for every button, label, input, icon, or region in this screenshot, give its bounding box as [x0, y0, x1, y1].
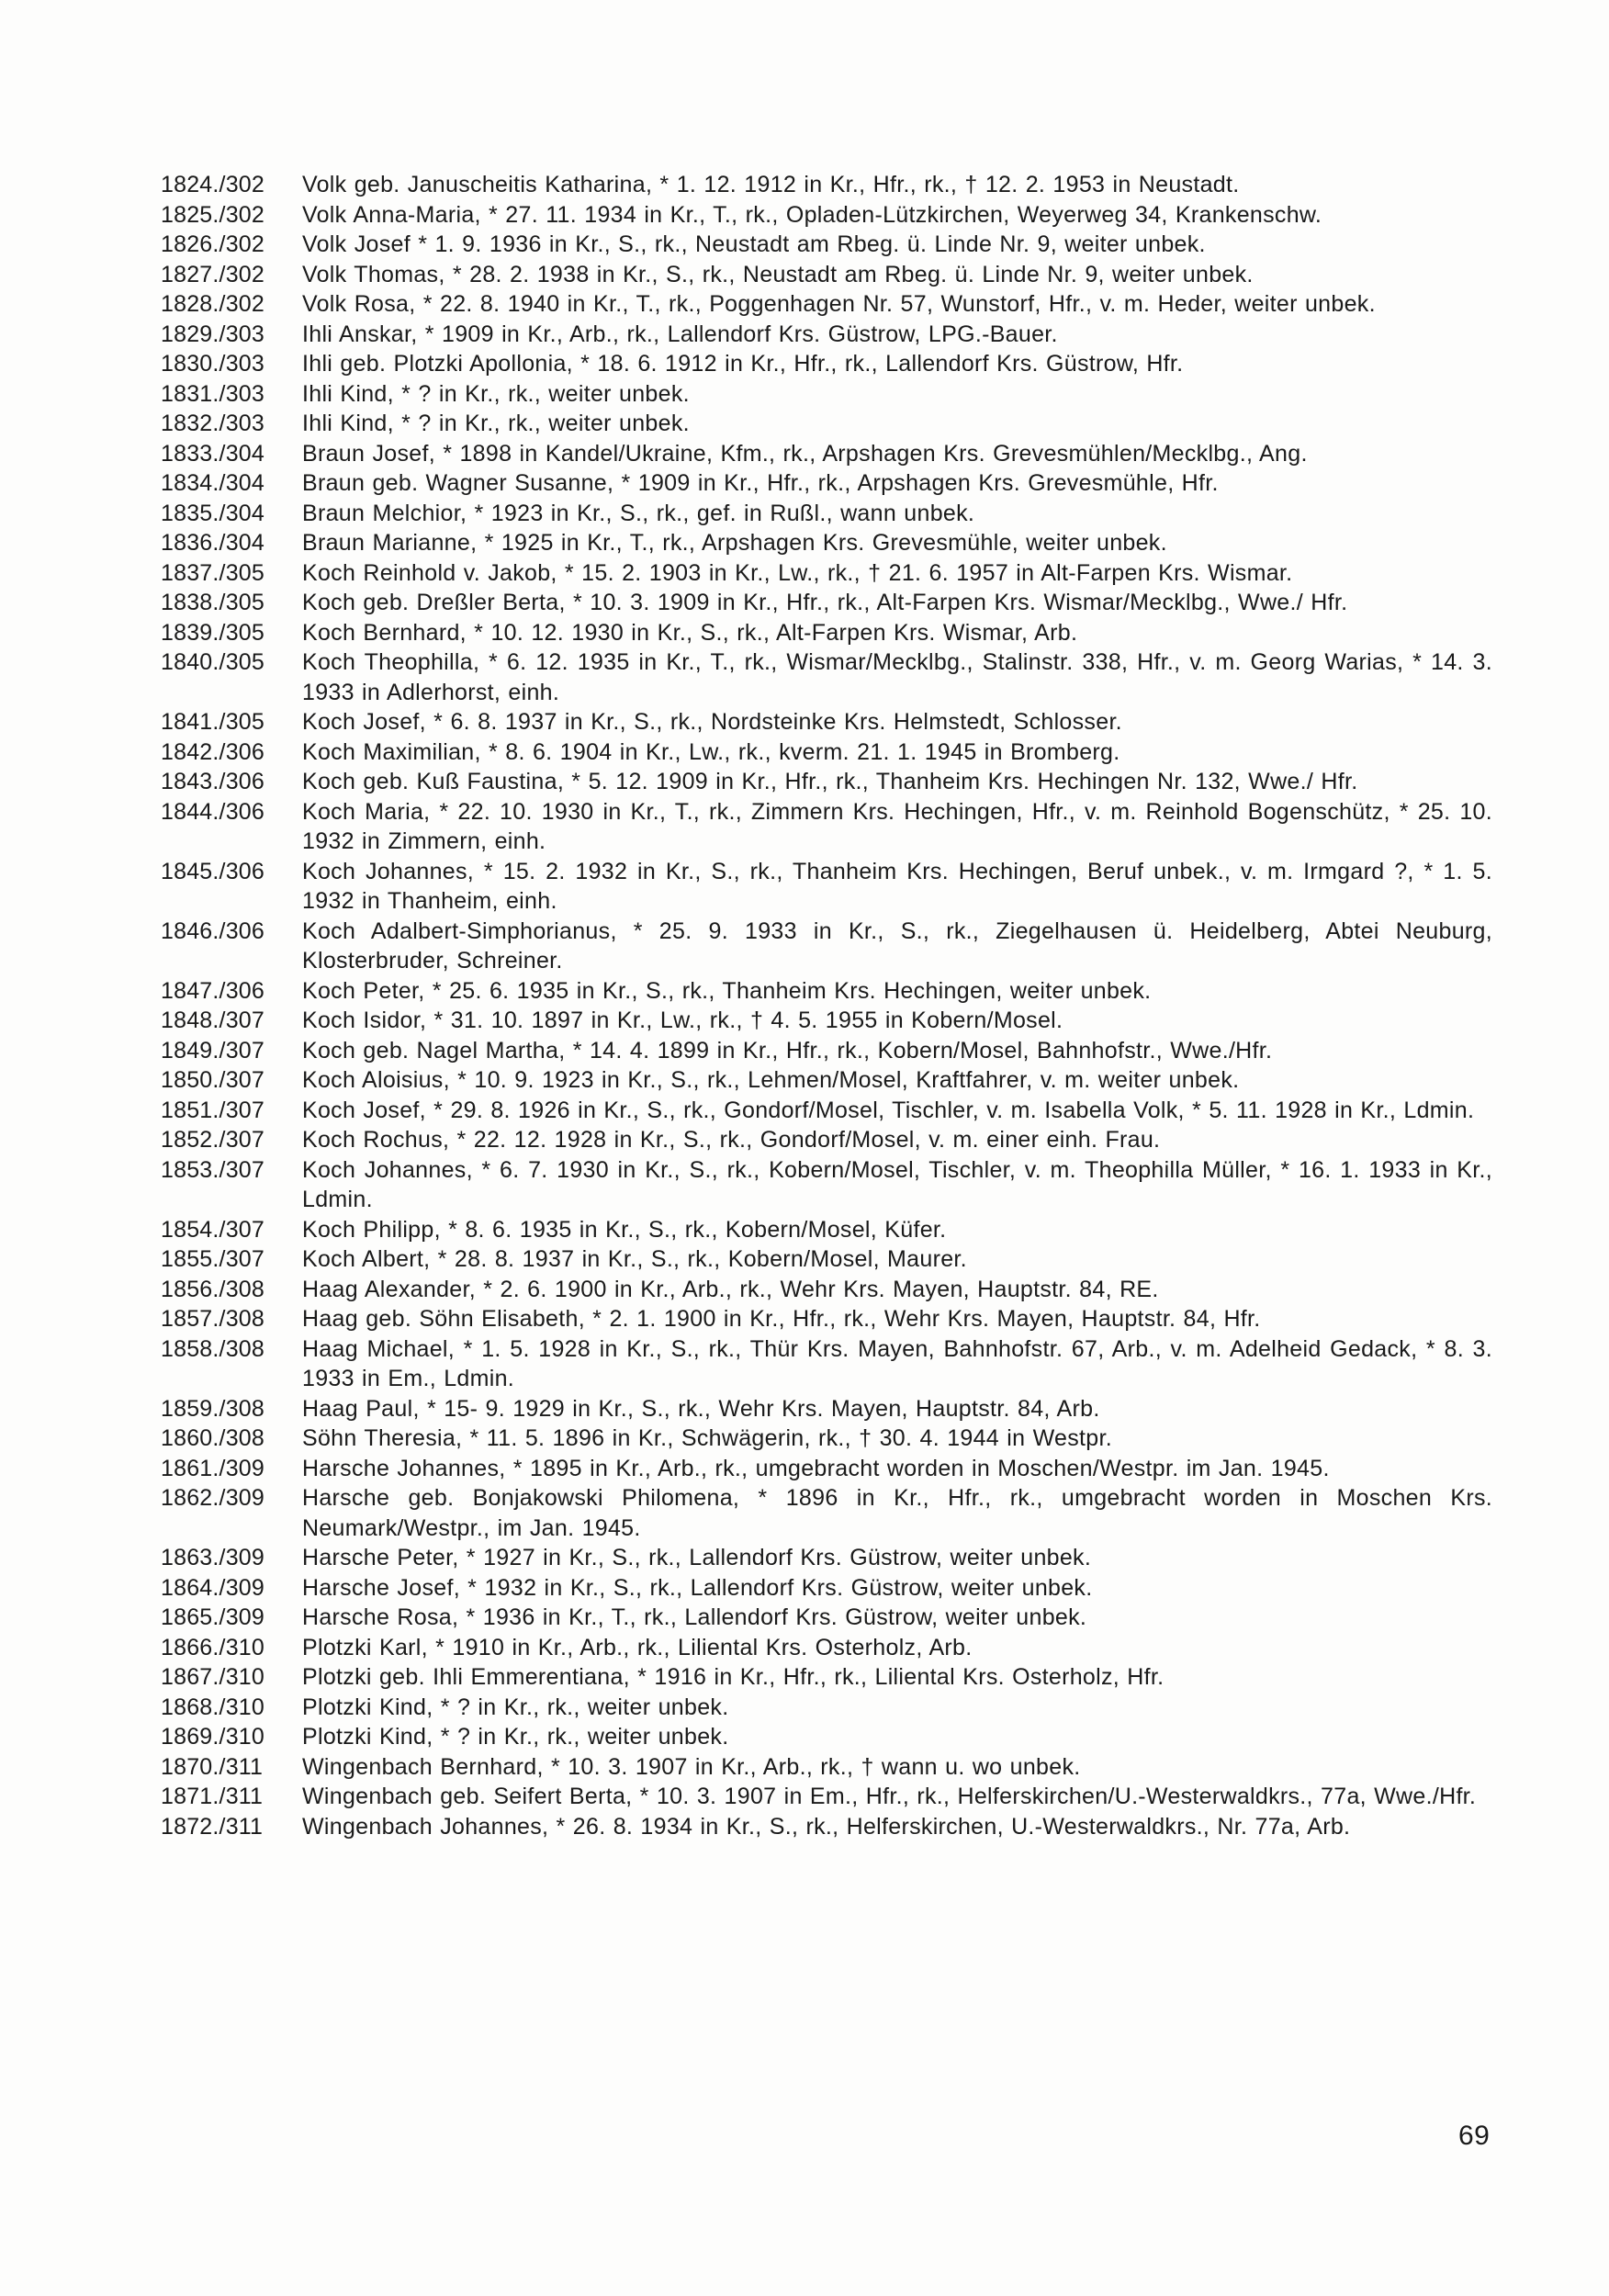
entry-text: Koch Maximilian, * 8. 6. 1904 in Kr., Lw., rk., kverm. 21. 1. 1945 in Bromberg. — [302, 738, 1120, 765]
entry-text: Koch geb. Kuß Faustina, * 5. 12. 1909 in Kr., Hfr., rk., Thanheim Krs. Hechingen Nr. 132, Wwe./ Hfr. — [302, 769, 1358, 794]
register-entry — [161, 1662, 1492, 1693]
register-entry — [161, 1096, 1492, 1126]
entry-number: 1830./303 — [161, 351, 265, 377]
entry-text: Wingenbach Johannes, * 26. 8. 1934 in Kr., S., rk., Helferskirchen, U.-Westerwaldkrs., Nr. 77a, Arb. — [302, 1813, 1351, 1840]
entry-text: Plotzki geb. Ihli Emmerentiana, * 1916 in Kr., Hfr., rk., Liliental Krs. Osterholz, Hfr. — [302, 1664, 1165, 1690]
entry-text: Koch Albert, * 28. 8. 1937 in Kr., S., rk., Kobern/Mosel, Maurer. — [302, 1246, 967, 1272]
register-entry — [161, 1125, 1492, 1155]
entry-text: Plotzki Kind, * ? in Kr., rk., weiter unbek. — [302, 1724, 729, 1750]
entry-text: Braun Melchior, * 1923 in Kr., S., rk., gef. in Rußl., wann unbek. — [302, 500, 975, 526]
register-entry — [161, 1036, 1492, 1066]
entry-text: Koch Maria, * 22. 10. 1930 in Kr., T., rk., Zimmern Krs. Hechingen, Hfr., v. m. Reinhold Bogenschütz, * 25. 10. 1932 in Zimmern, einh. — [302, 798, 1492, 854]
entry-number: 1855./307 — [161, 1246, 265, 1272]
entry-number: 1870./311 — [161, 1753, 264, 1780]
entry-text: Haag Michael, * 1. 5. 1928 in Kr., S., rk., Thür Krs. Mayen, Bahnhofstr. 67, Arb., v. m. Adelheid Gedack, * 8. 3. 1933 in Em., Ldmin. — [302, 1335, 1492, 1391]
entry-number: 1854./307 — [161, 1216, 265, 1243]
register-entry — [161, 797, 1492, 857]
entry-number: 1833./304 — [161, 440, 265, 467]
entry-number: 1842./306 — [161, 738, 265, 765]
entry-number: 1843./306 — [161, 769, 265, 794]
entry-number: 1846./306 — [161, 917, 265, 944]
entry-text: Koch Johannes, * 15. 2. 1932 in Kr., S., rk., Thanheim Krs. Hechingen, Beruf unbek., v. m. Irmgard ?, * 1. 5. 1932 in Thanheim, einh. — [302, 858, 1492, 914]
entry-text: Koch Theophilla, * 6. 12. 1935 in Kr., T., rk., Wismar/Mecklbg., Stalinstr. 338, Hfr., v. m. Georg Warias, * 14. 3. 1933 in Adlerhorst, einh. — [302, 649, 1492, 705]
entry-text: Harsche Rosa, * 1936 in Kr., T., rk., Lallendorf Krs. Güstrow, weiter unbek. — [302, 1604, 1087, 1630]
entry-text: Plotzki Karl, * 1910 in Kr., Arb., rk., Liliental Krs. Osterholz, Arb. — [302, 1634, 973, 1660]
register-entry-list — [161, 170, 1492, 1841]
entry-number: 1850./307 — [161, 1067, 265, 1093]
entry-number: 1848./307 — [161, 1007, 265, 1033]
register-entry — [161, 1752, 1492, 1783]
entry-text: Koch Josef, * 29. 8. 1926 in Kr., S., rk., Gondorf/Mosel, Tischler, v. m. Isabella Volk, * 5. 11. 1928 in Kr., Ldmin. — [302, 1097, 1475, 1123]
entry-number: 1864./309 — [161, 1574, 265, 1601]
entry-number: 1857./308 — [161, 1306, 265, 1332]
entry-number: 1861./309 — [161, 1455, 265, 1481]
entry-text: Harsche geb. Bonjakowski Philomena, * 1896 in Kr., Hfr., rk., umgebracht worden in Moschen Krs. Neumark/Westpr., im Jan. 1945. — [302, 1485, 1492, 1541]
register-entry — [161, 1304, 1492, 1334]
entry-text: Koch Bernhard, * 10. 12. 1930 in Kr., S., rk., Alt-Farpen Krs. Wismar, Arb. — [302, 619, 1078, 646]
entry-number: 1872./311 — [161, 1813, 264, 1840]
entry-number: 1836./304 — [161, 530, 265, 556]
entry-number: 1844./306 — [161, 798, 265, 825]
entry-number: 1869./310 — [161, 1724, 265, 1750]
entry-number: 1849./307 — [161, 1037, 265, 1064]
entry-number: 1840./305 — [161, 649, 265, 675]
register-entry — [161, 1812, 1492, 1842]
entry-number: 1831./303 — [161, 380, 265, 407]
entry-text: Harsche Johannes, * 1895 in Kr., Arb., rk., umgebracht worden in Moschen/Westpr. im Jan. 1945. — [302, 1455, 1330, 1481]
entry-text: Braun Marianne, * 1925 in Kr., T., rk., Arpshagen Krs. Grevesmühle, weiter unbek. — [302, 530, 1167, 556]
entry-text: Wingenbach Bernhard, * 10. 3. 1907 in Kr., Arb., rk., † wann u. wo unbek. — [302, 1753, 1081, 1780]
entry-text: Harsche Peter, * 1927 in Kr., S., rk., Lallendorf Krs. Güstrow, weiter unbek. — [302, 1545, 1092, 1570]
entry-text: Haag geb. Söhn Elisabeth, * 2. 1. 1900 in Kr., Hfr., rk., Wehr Krs. Mayen, Hauptstr. 84, Hfr. — [302, 1306, 1261, 1332]
page-number: 69 — [1458, 2121, 1491, 2151]
entry-number: 1829./303 — [161, 321, 265, 347]
register-entry — [161, 1215, 1492, 1245]
entry-number: 1845./306 — [161, 858, 265, 884]
entry-number: 1856./308 — [161, 1276, 265, 1302]
register-entry — [161, 1155, 1492, 1215]
entry-text: Koch Peter, * 25. 6. 1935 in Kr., S., rk., Thanheim Krs. Hechingen, weiter unbek. — [302, 977, 1152, 1004]
register-entry — [161, 917, 1492, 976]
entry-text: Volk Thomas, * 28. 2. 1938 in Kr., S., rk., Neustadt am Rbeg. ü. Linde Nr. 9, weiter unbek. — [302, 261, 1254, 287]
register-entry — [161, 1334, 1492, 1394]
entry-text: Haag Alexander, * 2. 6. 1900 in Kr., Arb., rk., Wehr Krs. Mayen, Hauptstr. 84, RE. — [302, 1276, 1159, 1302]
entry-number: 1847./306 — [161, 977, 265, 1004]
register-entry — [161, 1573, 1492, 1604]
register-entry — [161, 737, 1492, 768]
register-entry — [161, 857, 1492, 917]
register-entry — [161, 1394, 1492, 1424]
entry-number: 1838./305 — [161, 590, 265, 615]
entry-number: 1824./302 — [161, 172, 265, 197]
register-entry — [161, 320, 1492, 350]
entry-text: Ihli Anskar, * 1909 in Kr., Arb., rk., Lallendorf Krs. Güstrow, LPG.-Bauer. — [302, 321, 1058, 347]
entry-text: Braun geb. Wagner Susanne, * 1909 in Kr., Hfr., rk., Arpshagen Krs. Grevesmühle, Hfr. — [302, 470, 1219, 496]
entry-text: Koch Philipp, * 8. 6. 1935 in Kr., S., rk., Kobern/Mosel, Küfer. — [302, 1216, 947, 1243]
entry-text: Wingenbach geb. Seifert Berta, * 10. 3. 1907 in Em., Hfr., rk., Helferskirchen/U.-Westerwaldkrs., 77a, Wwe./Hfr. — [302, 1784, 1477, 1809]
register-entry — [161, 1483, 1492, 1543]
register-entry — [161, 976, 1492, 1007]
entry-number: 1852./307 — [161, 1127, 265, 1153]
entry-number: 1825./302 — [161, 201, 265, 228]
entry-number: 1863./309 — [161, 1545, 265, 1570]
entry-number: 1837./305 — [161, 559, 265, 586]
entry-number: 1865./309 — [161, 1604, 265, 1630]
register-entry — [161, 409, 1492, 439]
entry-text: Volk Anna-Maria, * 27. 11. 1934 in Kr., T., rk., Opladen-Lützkirchen, Weyerweg 34, Krankenschw. — [302, 201, 1322, 228]
entry-text: Ihli Kind, * ? in Kr., rk., weiter unbek. — [302, 380, 690, 407]
register-entry — [161, 1006, 1492, 1036]
entry-text: Koch Reinhold v. Jakob, * 15. 2. 1903 in Kr., Lw., rk., † 21. 6. 1957 in Alt-Farpen Krs. Wismar. — [302, 559, 1293, 586]
entry-number: 1839./305 — [161, 619, 265, 646]
entry-text: Koch Johannes, * 6. 7. 1930 in Kr., S., rk., Kobern/Mosel, Tischler, v. m. Theophilla Müller, * 16. 1. 1933 in Kr., Ldmin. — [302, 1156, 1492, 1212]
entry-text: Volk geb. Januscheitis Katharina, * 1. 12. 1912 in Kr., Hfr., rk., † 12. 2. 1953 in Neustadt. — [302, 172, 1240, 197]
register-entry — [161, 468, 1492, 499]
entry-text: Koch Isidor, * 31. 10. 1897 in Kr., Lw., rk., † 4. 5. 1955 in Kobern/Mosel. — [302, 1007, 1063, 1033]
entry-text: Söhn Theresia, * 11. 5. 1896 in Kr., Schwägerin, rk., † 30. 4. 1944 in Westpr. — [302, 1425, 1112, 1451]
entry-number: 1851./307 — [161, 1097, 265, 1123]
register-entry — [161, 647, 1492, 707]
register-entry — [161, 230, 1492, 260]
entry-number: 1832./303 — [161, 411, 265, 436]
register-entry — [161, 379, 1492, 410]
register-entry — [161, 558, 1492, 589]
entry-text: Haag Paul, * 15- 9. 1929 in Kr., S., rk., Wehr Krs. Mayen, Hauptstr. 84, Arb. — [302, 1395, 1100, 1422]
register-entry — [161, 707, 1492, 737]
entry-number: 1827./302 — [161, 261, 265, 287]
entry-number: 1868./310 — [161, 1694, 265, 1720]
register-entry — [161, 260, 1492, 290]
entry-number: 1860./308 — [161, 1425, 265, 1451]
register-entry — [161, 618, 1492, 648]
entry-number: 1841./305 — [161, 709, 265, 735]
entry-number: 1826./302 — [161, 231, 265, 257]
entry-text: Harsche Josef, * 1932 in Kr., S., rk., Lallendorf Krs. Güstrow, weiter unbek. — [302, 1574, 1093, 1601]
entry-number: 1871./311 — [161, 1784, 264, 1809]
entry-text: Koch geb. Dreßler Berta, * 10. 3. 1909 in Kr., Hfr., rk., Alt-Farpen Krs. Wismar/Mecklbg., Wwe./ Hfr. — [302, 590, 1348, 615]
entry-text: Koch Adalbert-Simphorianus, * 25. 9. 1933 in Kr., S., rk., Ziegelhausen ü. Heidelberg, Abtei Neuburg, Klosterbruder, Schreiner. — [302, 917, 1492, 974]
register-entry — [161, 200, 1492, 231]
entry-number: 1834./304 — [161, 470, 265, 496]
register-entry — [161, 1275, 1492, 1305]
entry-number: 1866./310 — [161, 1634, 265, 1660]
register-entry — [161, 170, 1492, 200]
register-entry — [161, 1454, 1492, 1484]
register-entry — [161, 1782, 1492, 1812]
register-entry — [161, 289, 1492, 320]
entry-text: Ihli geb. Plotzki Apollonia, * 18. 6. 1912 in Kr., Hfr., rk., Lallendorf Krs. Güstrow, Hfr. — [302, 351, 1184, 377]
entry-number: 1853./307 — [161, 1156, 265, 1183]
entry-text: Braun Josef, * 1898 in Kandel/Ukraine, Kfm., rk., Arpshagen Krs. Grevesmühlen/Mecklbg., Ang. — [302, 440, 1308, 467]
entry-number: 1828./302 — [161, 291, 265, 317]
entry-number: 1859./308 — [161, 1395, 265, 1422]
register-entry — [161, 767, 1492, 797]
entry-text: Koch Rochus, * 22. 12. 1928 in Kr., S., rk., Gondorf/Mosel, v. m. einer einh. Frau. — [302, 1127, 1161, 1153]
register-entry — [161, 1693, 1492, 1723]
entry-number: 1867./310 — [161, 1664, 265, 1690]
entry-text: Volk Rosa, * 22. 8. 1940 in Kr., T., rk., Poggenhagen Nr. 57, Wunstorf, Hfr., v. m. Heder, weiter unbek. — [302, 291, 1376, 317]
register-entry — [161, 1633, 1492, 1663]
entry-text: Koch geb. Nagel Martha, * 14. 4. 1899 in Kr., Hfr., rk., Kobern/Mosel, Bahnhofstr., Wwe./Hfr. — [302, 1037, 1273, 1064]
register-entry — [161, 1424, 1492, 1454]
register-entry — [161, 1722, 1492, 1752]
register-entry — [161, 499, 1492, 529]
entry-number: 1862./309 — [161, 1485, 265, 1511]
entry-number: 1858./308 — [161, 1335, 265, 1362]
register-entry — [161, 588, 1492, 618]
entry-text: Volk Josef * 1. 9. 1936 in Kr., S., rk., Neustadt am Rbeg. ü. Linde Nr. 9, weiter unbek. — [302, 231, 1206, 257]
entry-text: Ihli Kind, * ? in Kr., rk., weiter unbek. — [302, 411, 690, 436]
register-entry — [161, 349, 1492, 379]
entry-text: Plotzki Kind, * ? in Kr., rk., weiter unbek. — [302, 1694, 729, 1720]
entry-text: Koch Aloisius, * 10. 9. 1923 in Kr., S., rk., Lehmen/Mosel, Kraftfahrer, v. m. weiter unbek. — [302, 1067, 1240, 1093]
register-entry — [161, 1603, 1492, 1633]
register-entry — [161, 1244, 1492, 1275]
entry-number: 1835./304 — [161, 500, 265, 526]
register-entry — [161, 528, 1492, 558]
entry-text: Koch Josef, * 6. 8. 1937 in Kr., S., rk., Nordsteinke Krs. Helmstedt, Schlosser. — [302, 709, 1122, 735]
register-entry — [161, 439, 1492, 469]
register-entry — [161, 1543, 1492, 1573]
register-entry — [161, 1065, 1492, 1096]
